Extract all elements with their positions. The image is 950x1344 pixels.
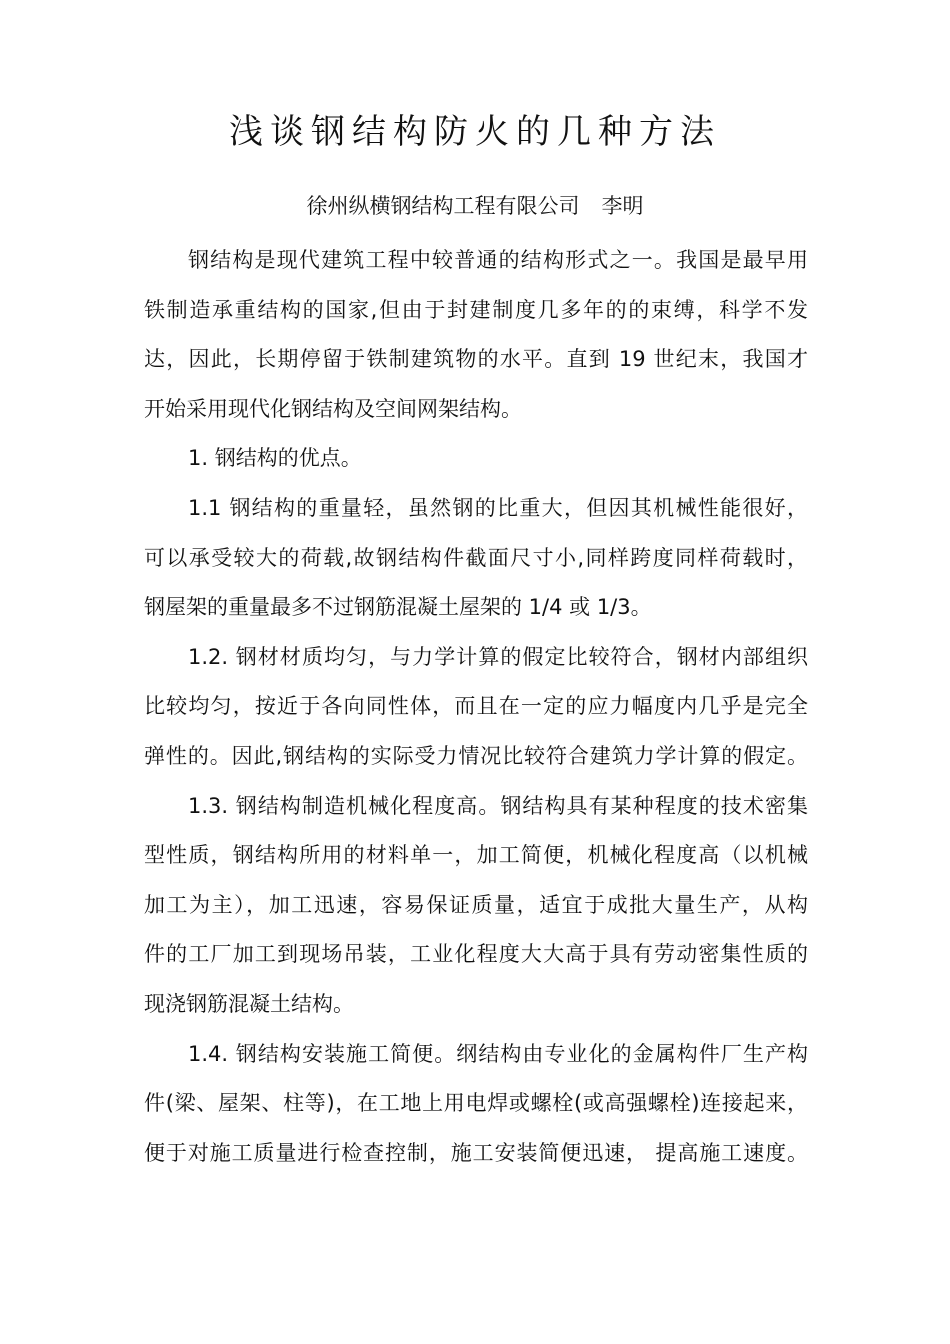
text-line: 可以承受较大的荷载,故钢结构件截面尺寸小,同样跨度同样荷载时， [144, 545, 808, 570]
section-heading-1 [144, 434, 808, 484]
company-name: 徐州纵横钢结构工程有限公司 [306, 194, 580, 218]
text-line: 钢结构是现代建筑工程中较普通的结构形式之一。我国是最早用 [188, 248, 808, 272]
paragraph-1-2 [144, 633, 808, 782]
text-line: 型性质，钢结构所用的材料单一，加工简便，机械化程度高（以机械 [144, 843, 808, 868]
text-line: 1. 钢结构的优点。 [188, 446, 362, 471]
document-title: 浅谈钢结构防火的几种方法 [229, 112, 721, 152]
text-line: 钢屋架的重量最多不过钢筋混凝土屋架的 1/4 或 1/3。 [144, 595, 652, 620]
text-line: 现浇钢筋混凝土结构。 [144, 991, 354, 1016]
paragraph-1-3 [144, 782, 808, 1030]
document-body [144, 236, 808, 1178]
byline [0, 190, 950, 222]
text-line: 开始采用现代化钢结构及空间网架结构。 [144, 396, 522, 421]
text-line: 达，因此，长期停留于铁制建筑物的水平。直到 19 世纪末，我国才 [144, 347, 808, 372]
author-name: 李明 [601, 194, 644, 218]
text-line: 1.2. 钢材材质均匀，与力学计算的假定比较符合，钢材内部组织 [188, 644, 808, 669]
paragraph-1-1 [144, 484, 808, 633]
text-line: 1.3. 钢结构制造机械化程度高。钢结构具有某种程度的技术密集 [188, 793, 808, 818]
text-line: 比较均匀，按近于各向同性体，而且在一定的应力幅度内几乎是完全 [144, 694, 808, 719]
text-line: 便于对施工质量进行检查控制，施工安装简便迅速， 提高施工速度。 [144, 1140, 808, 1165]
text-line: 1.4. 钢结构安装施工简便。纲结构由专业化的金属构件厂生产构 [188, 1041, 808, 1066]
text-line: 铁制造承重结构的国家,但由于封建制度几多年的的束缚，科学不发 [144, 297, 808, 322]
paragraph-intro [144, 236, 808, 434]
text-line: 件的工厂加工到现场吊装，工业化程度大大高于具有劳动密集性质的 [144, 942, 808, 967]
text-line: 加工为主），加工迅速，容易保证质量，适宜于成批大量生产，从构 [144, 892, 808, 917]
text-line: 弹性的。因此,钢结构的实际受力情况比较符合建筑力学计算的假定。 [144, 743, 808, 768]
text-line: 1.1 钢结构的重量轻，虽然钢的比重大，但因其机械性能很好， [188, 495, 808, 520]
paragraph-1-4 [144, 1030, 808, 1179]
text-line: 件(梁、屋架、柱等)，在工地上用电焊或螺栓(或高强螺栓)连接起来， [144, 1091, 808, 1116]
